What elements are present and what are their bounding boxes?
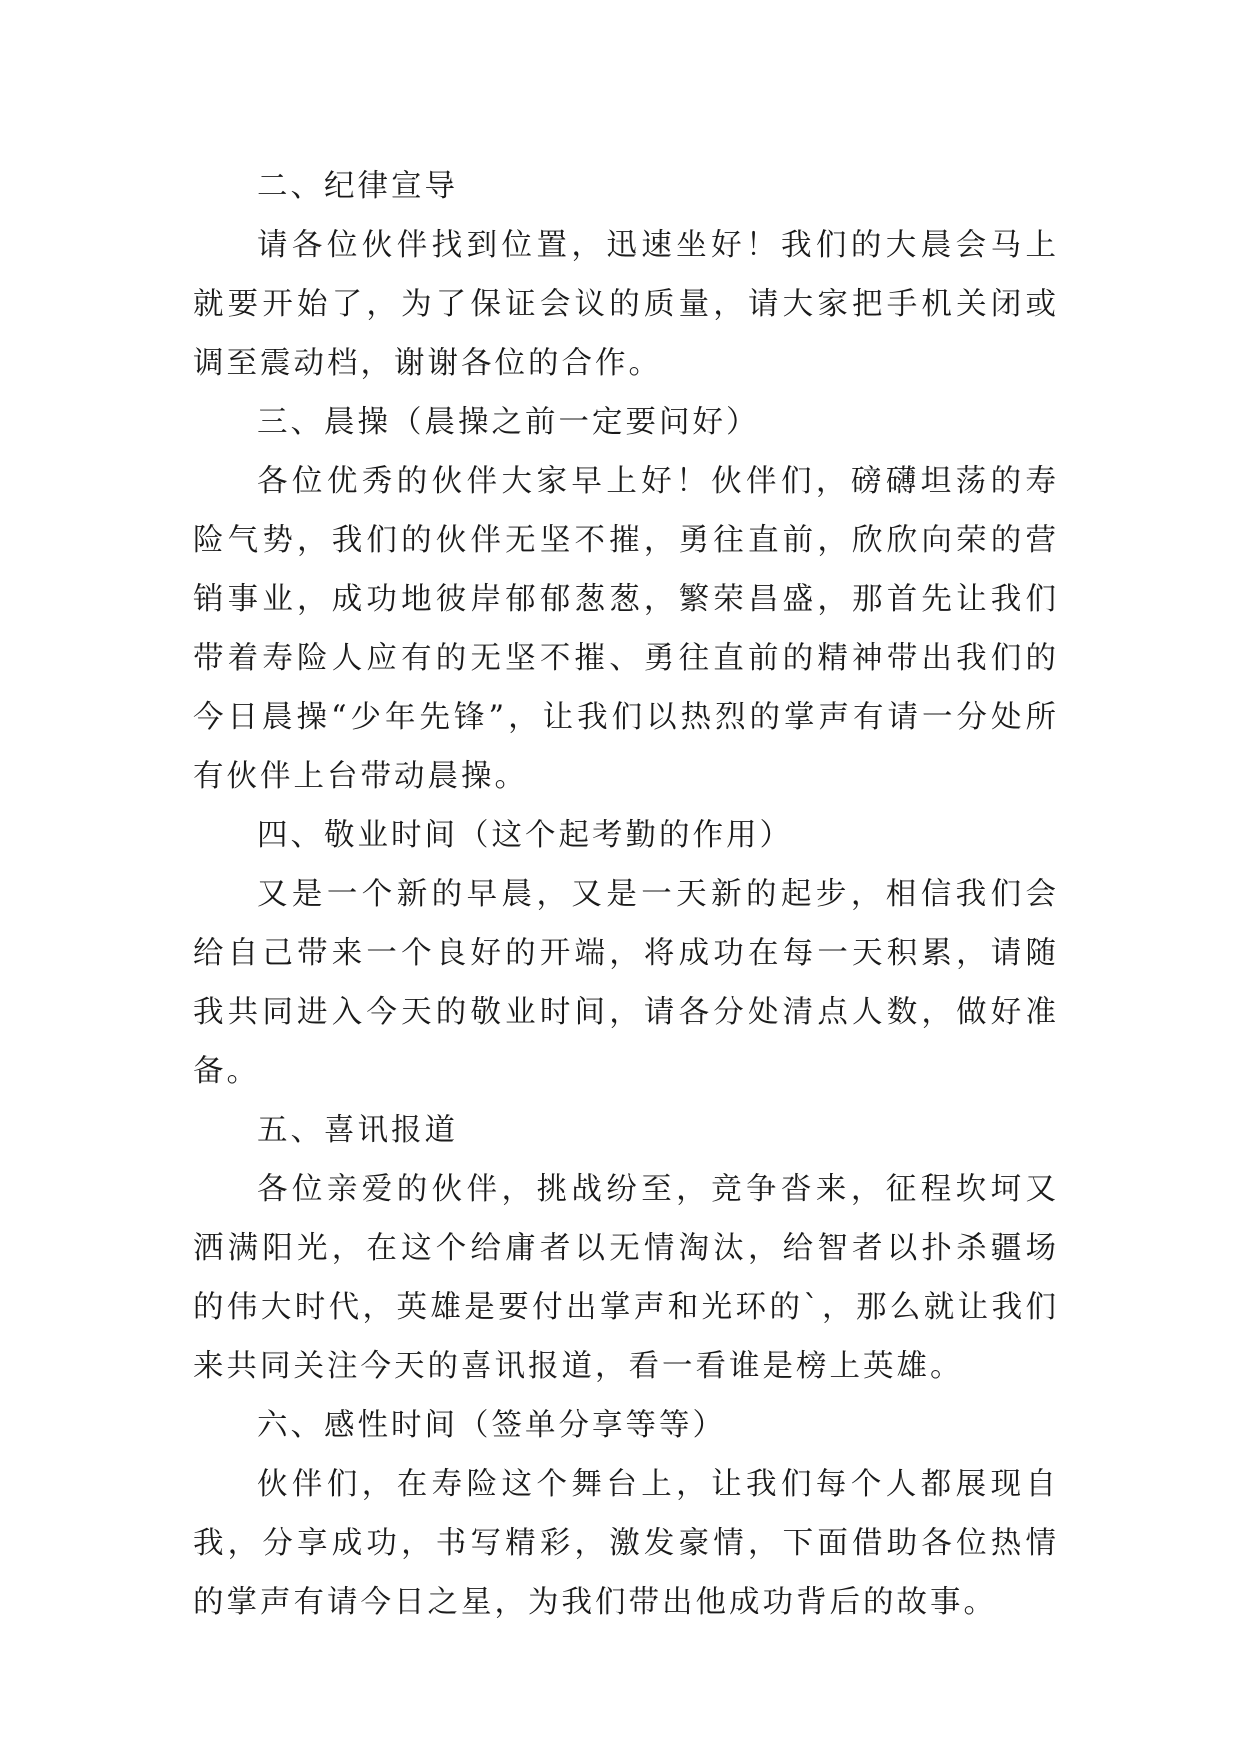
paragraph-morning-exercise: 各位优秀的伙伴大家早上好！伙伴们，磅礴坦荡的寿险气势，我们的伙伴无坚不摧，勇往直前，欣欣向荣的营销事业，成功地彼岸郁郁葱葱，繁荣昌盛，那首先让我们带着寿险人应有的无坚不摧、勇往直前的精神带出我们的今日晨操“少年先锋”，让我们以热烈的掌声有请一分处所有伙伴上台带动晨操。	[193, 464, 1059, 794]
paragraph-discipline: 请各位伙伴找到位置，迅速坐好！我们的大晨会马上就要开始了，为了保证会议的质量，请大家把手机关闭或调至震动档，谢谢各位的合作。	[193, 228, 1059, 381]
section-heading-good-news: 五、喜讯报道	[257, 1113, 458, 1148]
paragraph-good-news: 各位亲爱的伙伴，挑战纷至，竞争沓来，征程坎坷又洒满阳光，在这个给庸者以无情淘汰，给智者以扑杀疆场的伟大时代，英雄是要付出掌声和光环的`，那么就让我们来共同关注今天的喜讯报道，看一看谁是榜上英雄。	[193, 1172, 1059, 1384]
paragraph-sharing-time: 伙伴们，在寿险这个舞台上，让我们每个人都展现自我，分享成功，书写精彩，激发豪情，下面借助各位热情的掌声有请今日之星，为我们带出他成功背后的故事。	[193, 1467, 1059, 1620]
section-heading-morning-exercise: 三、晨操（晨操之前一定要问好）	[257, 405, 760, 440]
section-heading-discipline: 二、纪律宣导	[257, 169, 458, 204]
section-heading-dedication-time: 四、敬业时间（这个起考勤的作用）	[257, 818, 793, 853]
section-heading-sharing-time: 六、感性时间（签单分享等等）	[257, 1408, 726, 1443]
document-body	[193, 157, 1059, 1632]
paragraph-dedication-time: 又是一个新的早晨，又是一天新的起步，相信我们会给自己带来一个良好的开端，将成功在每一天积累，请随我共同进入今天的敬业时间，请各分处清点人数，做好准备。	[193, 877, 1059, 1089]
